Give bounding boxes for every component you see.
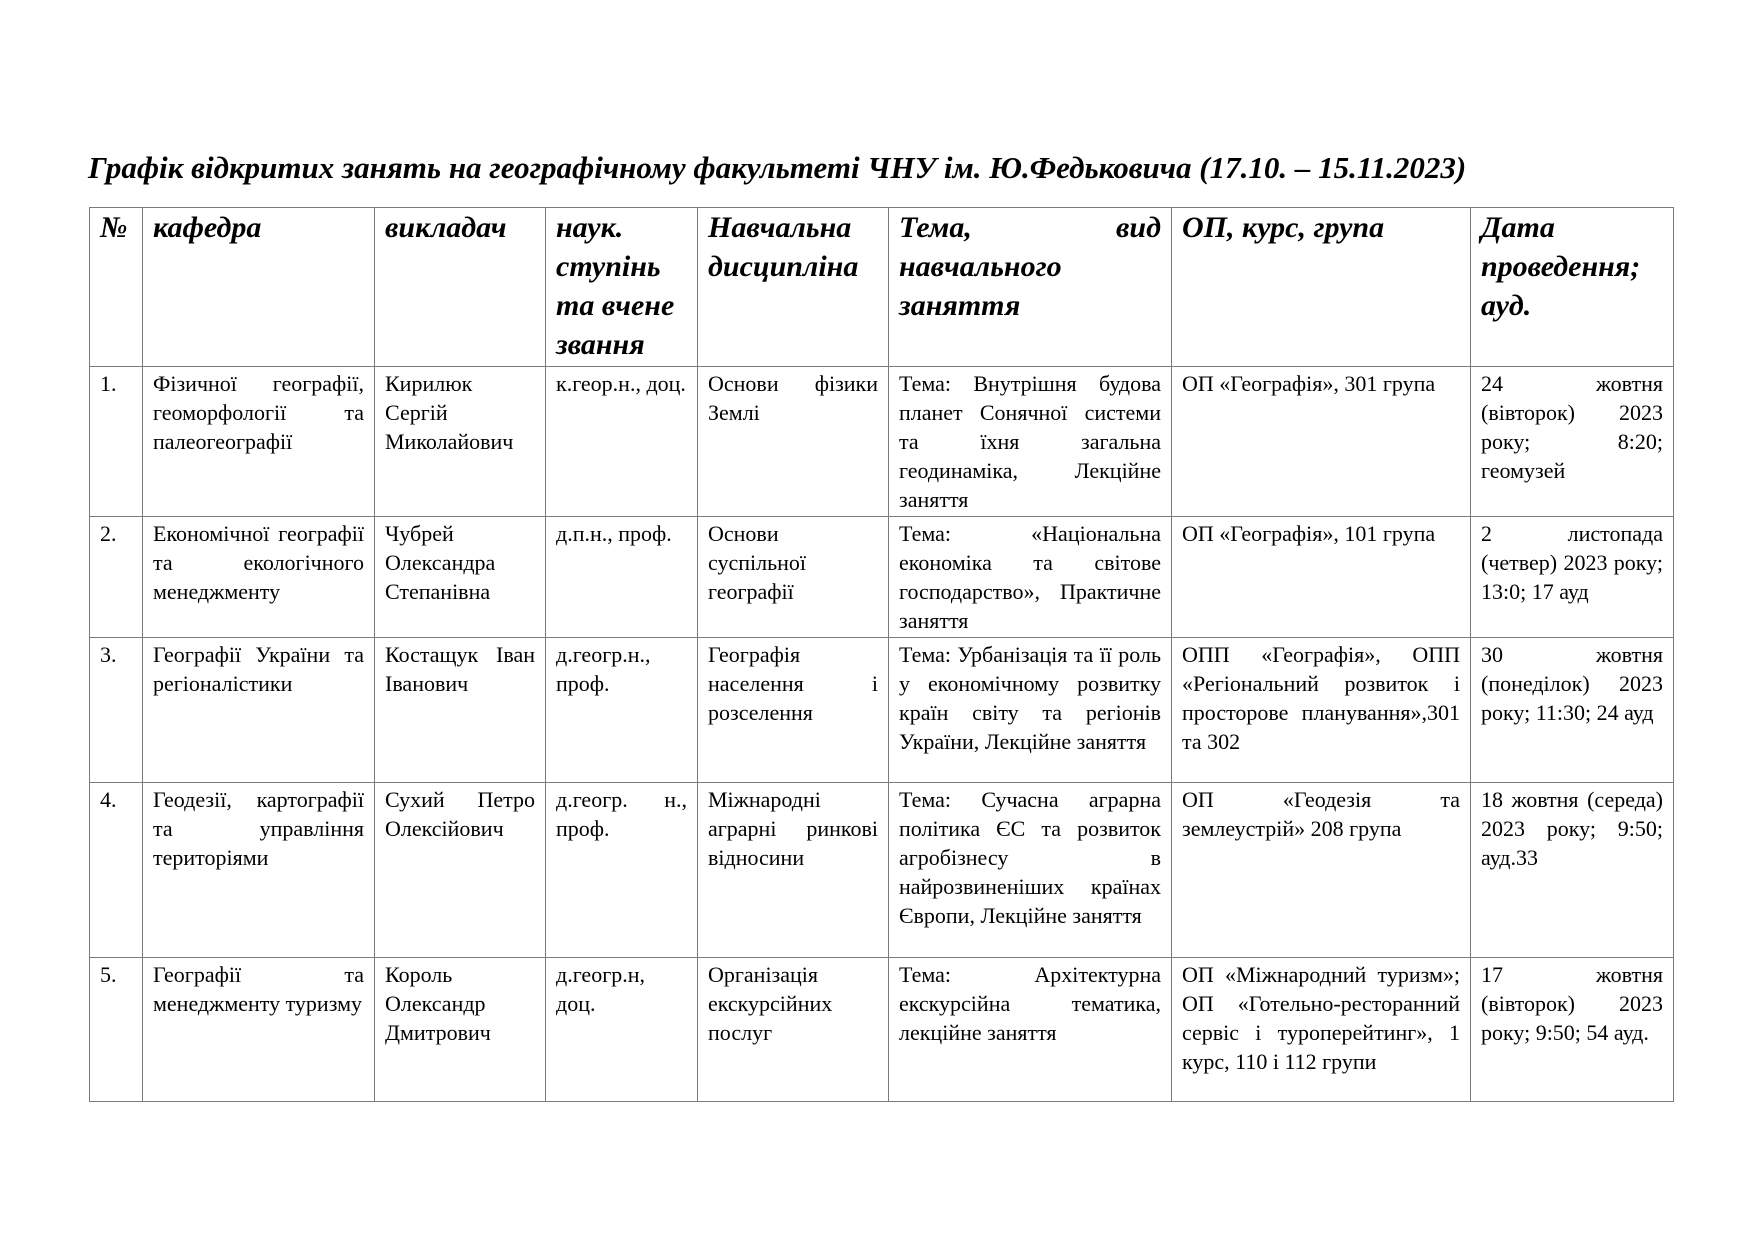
cell-discipline: Організація екскурсійних послуг: [698, 958, 889, 1102]
cell-date: 17 жовтня (вівторок) 2023 року; 9:50; 54 ауд.: [1471, 958, 1674, 1102]
table-header-row: [90, 208, 1674, 367]
table-row: [90, 783, 1674, 958]
cell-degree: д.геогр.н, доц.: [546, 958, 698, 1102]
cell-num: 2.: [90, 517, 143, 638]
cell-teacher: Кирилюк Сергій Миколайович: [375, 367, 546, 517]
header-department: кафедра: [143, 208, 375, 367]
header-num: №: [90, 208, 143, 367]
cell-date: 24 жовтня (вівторок) 2023 року; 8:20; геомузей: [1471, 367, 1674, 517]
cell-num: 4.: [90, 783, 143, 958]
header-date: Дата проведення; ауд.: [1471, 208, 1674, 367]
header-degree: наук. ступінь та вчене звання: [546, 208, 698, 367]
header-program: ОП, курс, група: [1172, 208, 1471, 367]
document-title: Графік відкритих занять на географічному факультеті ЧНУ ім. Ю.Федьковича (17.10. – 15.11.2023): [88, 150, 1467, 185]
cell-program: ОП «Географія», 101 група: [1172, 517, 1471, 638]
cell-degree: д.геогр.н., проф.: [546, 638, 698, 783]
schedule-table: [89, 207, 1674, 1102]
cell-date: 18 жовтня (середа) 2023 року; 9:50; ауд.33: [1471, 783, 1674, 958]
cell-program: ОП «Міжнародний туризм»; ОП «Готельно-ресторанний сервіс і туроперейтинг», 1 курс, 110 і 112 групи: [1172, 958, 1471, 1102]
cell-department: Географії та менеджменту туризму: [143, 958, 375, 1102]
cell-date: 2 листопада (четвер) 2023 року; 13:0; 17 ауд: [1471, 517, 1674, 638]
header-teacher: викладач: [375, 208, 546, 367]
cell-degree: д.п.н., проф.: [546, 517, 698, 638]
cell-topic: Тема: Внутрішня будова планет Сонячної системи та їхня загальна геодинаміка, Лекційне заняття: [889, 367, 1172, 517]
cell-date: 30 жовтня (понеділок) 2023 року; 11:30; 24 ауд: [1471, 638, 1674, 783]
cell-num: 5.: [90, 958, 143, 1102]
cell-discipline: Основи фізики Землі: [698, 367, 889, 517]
cell-department: Геодезії, картографії та управління територіями: [143, 783, 375, 958]
cell-topic: Тема: Архітектурна екскурсійна тематика, лекційне заняття: [889, 958, 1172, 1102]
cell-degree: к.геор.н., доц.: [546, 367, 698, 517]
cell-discipline: Міжнародні аграрні ринкові відносини: [698, 783, 889, 958]
table-row: [90, 517, 1674, 638]
cell-discipline: Географія населення і розселення: [698, 638, 889, 783]
cell-program: ОП «Геодезія та землеустрій» 208 група: [1172, 783, 1471, 958]
cell-num: 1.: [90, 367, 143, 517]
cell-program: ОП «Географія», 301 група: [1172, 367, 1471, 517]
cell-topic: Тема: Урбанізація та її роль у економічному розвитку країн світу та регіонів України, Лекційне заняття: [889, 638, 1172, 783]
table-row: [90, 638, 1674, 783]
table-row: [90, 958, 1674, 1102]
cell-department: Фізичної географії, геоморфології та палеогеографії: [143, 367, 375, 517]
cell-teacher: Костащук Іван Іванович: [375, 638, 546, 783]
cell-teacher: Чубрей Олександра Степанівна: [375, 517, 546, 638]
cell-topic: Тема: Сучасна аграрна політика ЄС та розвиток агробізнесу в найрозвиненіших країнах Європи, Лекційне заняття: [889, 783, 1172, 958]
cell-department: Економічної географії та екологічного менеджменту: [143, 517, 375, 638]
cell-topic: Тема: «Національна економіка та світове господарство», Практичне заняття: [889, 517, 1172, 638]
cell-degree: д.геогр. н., проф.: [546, 783, 698, 958]
cell-department: Географії України та регіоналістики: [143, 638, 375, 783]
header-discipline: Навчальна дисципліна: [698, 208, 889, 367]
cell-discipline: Основи суспільної географії: [698, 517, 889, 638]
cell-teacher: Сухий Петро Олексійович: [375, 783, 546, 958]
table-row: [90, 367, 1674, 517]
cell-num: 3.: [90, 638, 143, 783]
cell-teacher: Король Олександр Дмитрович: [375, 958, 546, 1102]
cell-program: ОПП «Географія», ОПП «Регіональний розвиток і просторове планування»,301 та 302: [1172, 638, 1471, 783]
header-topic: Тема, вид навчального заняття: [889, 208, 1172, 367]
